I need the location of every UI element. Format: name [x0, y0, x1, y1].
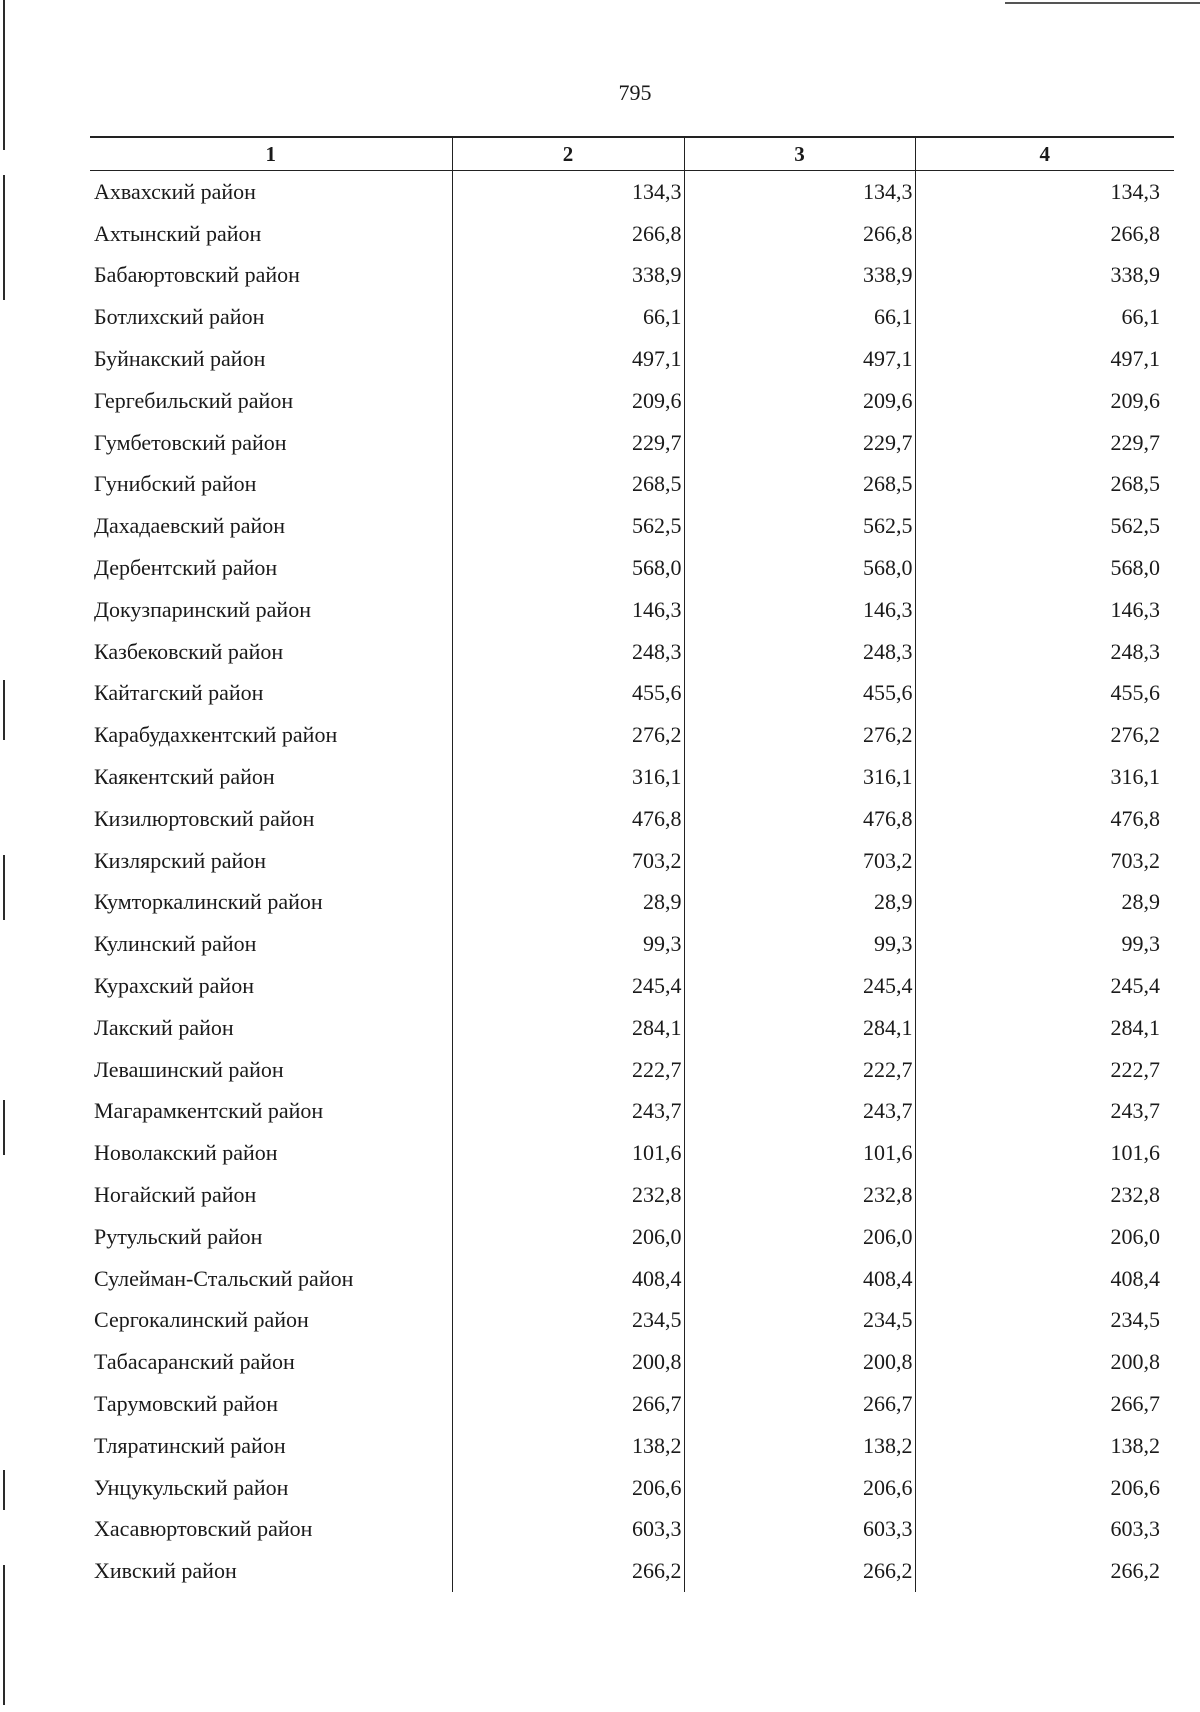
value-col-3-cell: 28,9	[684, 882, 915, 924]
value-col-3-cell: 232,8	[684, 1174, 915, 1216]
value-col-4-cell: 316,1	[1110, 764, 1160, 790]
district-name-cell: Докузпаринский район	[94, 596, 311, 622]
district-name-cell: Хивский район	[94, 1558, 237, 1584]
value-col-3-cell: 138,2	[684, 1425, 915, 1467]
value-col-2-cell: 206,6	[452, 1467, 684, 1509]
table-row	[90, 338, 1174, 380]
value-col-2-cell: 138,2	[452, 1425, 684, 1467]
table-row	[90, 547, 1174, 589]
table-row	[90, 1467, 1174, 1509]
district-name-cell: Курахский район	[94, 973, 254, 999]
value-col-2-cell: 497,1	[452, 338, 684, 380]
table-row	[90, 171, 1174, 213]
district-name-cell: Карабудахкентский район	[94, 722, 338, 748]
table-row	[90, 1258, 1174, 1300]
value-col-2-cell: 245,4	[452, 965, 684, 1007]
value-col-4-cell: 234,5	[1110, 1307, 1160, 1333]
value-col-2-cell: 476,8	[452, 798, 684, 840]
value-col-3-cell: 338,9	[684, 255, 915, 297]
value-col-4-cell: 568,0	[1110, 555, 1160, 581]
scan-edge-mark	[3, 1565, 5, 1705]
district-name-cell: Кизлярский район	[94, 847, 267, 873]
value-col-3-cell: 222,7	[684, 1049, 915, 1091]
value-col-2-cell: 209,6	[452, 380, 684, 422]
value-col-2-cell: 268,5	[452, 464, 684, 506]
table-row	[90, 1550, 1174, 1592]
value-col-3-cell: 146,3	[684, 589, 915, 631]
table-row	[90, 714, 1174, 756]
value-col-3-cell: 66,1	[684, 296, 915, 338]
value-col-3-cell: 703,2	[684, 840, 915, 882]
district-name-cell: Магарамкентский район	[94, 1098, 324, 1124]
table-row	[90, 923, 1174, 965]
district-name-cell: Хасавюртовский район	[94, 1516, 313, 1542]
value-col-4-cell: 66,1	[1121, 304, 1160, 330]
value-col-3-cell: 316,1	[684, 756, 915, 798]
value-col-4-cell: 232,8	[1110, 1182, 1160, 1208]
table-row	[90, 505, 1174, 547]
scan-top-line	[1005, 2, 1200, 4]
value-col-3-cell: 229,7	[684, 422, 915, 464]
district-name-cell: Ногайский район	[94, 1182, 257, 1208]
value-col-4-cell: 134,3	[1110, 178, 1160, 204]
value-col-3-cell: 408,4	[684, 1258, 915, 1300]
value-col-2-cell: 134,3	[452, 171, 684, 213]
district-name-cell: Новолакский район	[94, 1140, 278, 1166]
table-row	[90, 1300, 1174, 1342]
value-col-4-cell: 268,5	[1110, 471, 1160, 497]
header-col-2: 2	[452, 137, 684, 171]
value-col-3-cell: 248,3	[684, 631, 915, 673]
value-col-3-cell: 99,3	[684, 923, 915, 965]
value-col-4-cell: 276,2	[1110, 722, 1160, 748]
value-col-2-cell: 455,6	[452, 673, 684, 715]
value-col-3-cell: 243,7	[684, 1091, 915, 1133]
value-col-4-cell: 229,7	[1110, 429, 1160, 455]
value-col-3-cell: 268,5	[684, 464, 915, 506]
data-table	[90, 136, 1174, 1592]
district-name-cell: Тляратинский район	[94, 1432, 286, 1458]
value-col-2-cell: 568,0	[452, 547, 684, 589]
table-row	[90, 1007, 1174, 1049]
header-col-3: 3	[684, 137, 915, 171]
district-name-cell: Тарумовский район	[94, 1391, 279, 1416]
value-col-3-cell: 568,0	[684, 547, 915, 589]
district-name-cell: Гумбетовский район	[94, 429, 287, 455]
value-col-4-cell: 338,9	[1110, 262, 1160, 288]
table-row	[90, 756, 1174, 798]
value-col-4-cell: 703,2	[1110, 847, 1160, 873]
scan-edge-mark	[3, 175, 5, 300]
scan-edge-mark	[3, 1470, 5, 1510]
value-col-3-cell: 276,2	[684, 714, 915, 756]
value-col-2-cell: 66,1	[452, 296, 684, 338]
value-col-2-cell: 243,7	[452, 1091, 684, 1133]
table-row	[90, 1049, 1174, 1091]
value-col-3-cell: 209,6	[684, 380, 915, 422]
header-col-1: 1	[90, 137, 452, 171]
table-row	[90, 840, 1174, 882]
value-col-2-cell: 101,6	[452, 1132, 684, 1174]
table-row	[90, 965, 1174, 1007]
value-col-3-cell: 206,6	[684, 1467, 915, 1509]
value-col-4-cell: 603,3	[1110, 1516, 1160, 1542]
district-name-cell: Лакский район	[94, 1014, 234, 1040]
district-name-cell: Унцукульский район	[94, 1474, 289, 1500]
scan-edge-mark	[3, 0, 5, 150]
table-row	[90, 1174, 1174, 1216]
district-name-cell: Дербентский район	[94, 555, 278, 581]
value-col-2-cell: 232,8	[452, 1174, 684, 1216]
value-col-4-cell: 562,5	[1110, 513, 1160, 539]
page-number: 795	[618, 80, 652, 105]
header-col-4: 4	[915, 137, 1174, 171]
district-name-cell: Кумторкалинский район	[94, 889, 323, 915]
value-col-2-cell: 266,7	[452, 1383, 684, 1425]
value-col-4-cell: 99,3	[1121, 931, 1160, 957]
value-col-2-cell: 222,7	[452, 1049, 684, 1091]
district-name-cell: Сергокалинский район	[94, 1307, 309, 1333]
value-col-4-cell: 266,2	[1110, 1558, 1160, 1584]
table-body	[90, 171, 1174, 1593]
value-col-4-cell: 138,2	[1110, 1432, 1160, 1458]
table-row	[90, 422, 1174, 464]
district-name-cell: Гунибский район	[94, 471, 257, 497]
value-col-2-cell: 284,1	[452, 1007, 684, 1049]
value-col-3-cell: 455,6	[684, 673, 915, 715]
value-col-2-cell: 338,9	[452, 255, 684, 297]
value-col-3-cell: 266,2	[684, 1550, 915, 1592]
district-name-cell: Ахвахский район	[94, 178, 256, 204]
value-col-2-cell: 229,7	[452, 422, 684, 464]
value-col-4-cell: 248,3	[1110, 638, 1160, 664]
scan-edge-mark	[3, 855, 5, 920]
value-col-4-cell: 266,7	[1110, 1391, 1160, 1416]
district-name-cell: Казбековский район	[94, 638, 284, 664]
value-col-2-cell: 28,9	[452, 882, 684, 924]
value-col-4-cell: 243,7	[1110, 1098, 1160, 1124]
table-row	[90, 798, 1174, 840]
district-name-cell: Сулейман-Стальский район	[94, 1265, 354, 1291]
value-col-4-cell: 209,6	[1110, 387, 1160, 413]
value-col-2-cell: 266,2	[452, 1550, 684, 1592]
value-col-2-cell: 603,3	[452, 1509, 684, 1551]
value-col-3-cell: 206,0	[684, 1216, 915, 1258]
value-col-2-cell: 200,8	[452, 1341, 684, 1383]
value-col-4-cell: 206,0	[1110, 1223, 1160, 1249]
scan-edge-mark	[3, 680, 5, 740]
district-name-cell: Кизилюртовский район	[94, 805, 315, 831]
table-row	[90, 464, 1174, 506]
table-row	[90, 631, 1174, 673]
value-col-2-cell: 206,0	[452, 1216, 684, 1258]
table-row	[90, 380, 1174, 422]
district-name-cell: Кайтагский район	[94, 680, 264, 706]
district-name-cell: Рутульский район	[94, 1223, 263, 1249]
value-col-4-cell: 476,8	[1110, 805, 1160, 831]
table-header	[90, 137, 1174, 171]
district-name-cell: Бабаюртовский район	[94, 262, 300, 288]
district-name-cell: Ботлихский район	[94, 304, 265, 330]
value-col-3-cell: 234,5	[684, 1300, 915, 1342]
table-row	[90, 1425, 1174, 1467]
table-row	[90, 1341, 1174, 1383]
scan-edge-mark	[3, 1100, 5, 1155]
table-row	[90, 1091, 1174, 1133]
value-col-4-cell: 28,9	[1121, 889, 1160, 915]
value-col-4-cell: 497,1	[1110, 346, 1160, 372]
table-row	[90, 296, 1174, 338]
value-col-3-cell: 476,8	[684, 798, 915, 840]
table-row	[90, 589, 1174, 631]
table-row	[90, 1216, 1174, 1258]
table-row	[90, 882, 1174, 924]
value-col-2-cell: 146,3	[452, 589, 684, 631]
table-row	[90, 1509, 1174, 1551]
value-col-3-cell: 603,3	[684, 1509, 915, 1551]
value-col-4-cell: 245,4	[1110, 973, 1160, 999]
table-row	[90, 673, 1174, 715]
district-name-cell: Табасаранский район	[94, 1349, 295, 1375]
value-col-2-cell: 99,3	[452, 923, 684, 965]
value-col-2-cell: 703,2	[452, 840, 684, 882]
value-col-4-cell: 455,6	[1110, 680, 1160, 706]
value-col-4-cell: 284,1	[1110, 1014, 1160, 1040]
value-col-4-cell: 200,8	[1110, 1349, 1160, 1375]
table-row	[90, 255, 1174, 297]
value-col-3-cell: 101,6	[684, 1132, 915, 1174]
district-name-cell: Ахтынский район	[94, 220, 262, 246]
header-row	[90, 137, 1174, 171]
district-name-cell: Левашинский район	[94, 1056, 284, 1082]
value-col-3-cell: 284,1	[684, 1007, 915, 1049]
value-col-4-cell: 408,4	[1110, 1265, 1160, 1291]
table-row	[90, 1132, 1174, 1174]
value-col-4-cell: 206,6	[1110, 1474, 1160, 1500]
value-col-2-cell: 316,1	[452, 756, 684, 798]
district-name-cell: Каякентский район	[94, 764, 275, 790]
value-col-4-cell: 266,8	[1110, 220, 1160, 246]
value-col-3-cell: 266,7	[684, 1383, 915, 1425]
value-col-4-cell: 222,7	[1110, 1056, 1160, 1082]
value-col-3-cell: 266,8	[684, 213, 915, 255]
district-name-cell: Кулинский район	[94, 931, 257, 957]
table-row	[90, 1383, 1174, 1425]
value-col-4-cell: 146,3	[1110, 596, 1160, 622]
value-col-2-cell: 266,8	[452, 213, 684, 255]
table-row	[90, 213, 1174, 255]
value-col-3-cell: 134,3	[684, 171, 915, 213]
district-name-cell: Буйнакский район	[94, 346, 266, 372]
value-col-2-cell: 408,4	[452, 1258, 684, 1300]
value-col-2-cell: 562,5	[452, 505, 684, 547]
value-col-4-cell: 101,6	[1110, 1140, 1160, 1166]
value-col-2-cell: 234,5	[452, 1300, 684, 1342]
value-col-3-cell: 245,4	[684, 965, 915, 1007]
value-col-3-cell: 497,1	[684, 338, 915, 380]
value-col-3-cell: 562,5	[684, 505, 915, 547]
district-name-cell: Гергебильский район	[94, 387, 294, 413]
value-col-2-cell: 248,3	[452, 631, 684, 673]
value-col-3-cell: 200,8	[684, 1341, 915, 1383]
value-col-2-cell: 276,2	[452, 714, 684, 756]
district-name-cell: Дахадаевский район	[94, 513, 286, 539]
